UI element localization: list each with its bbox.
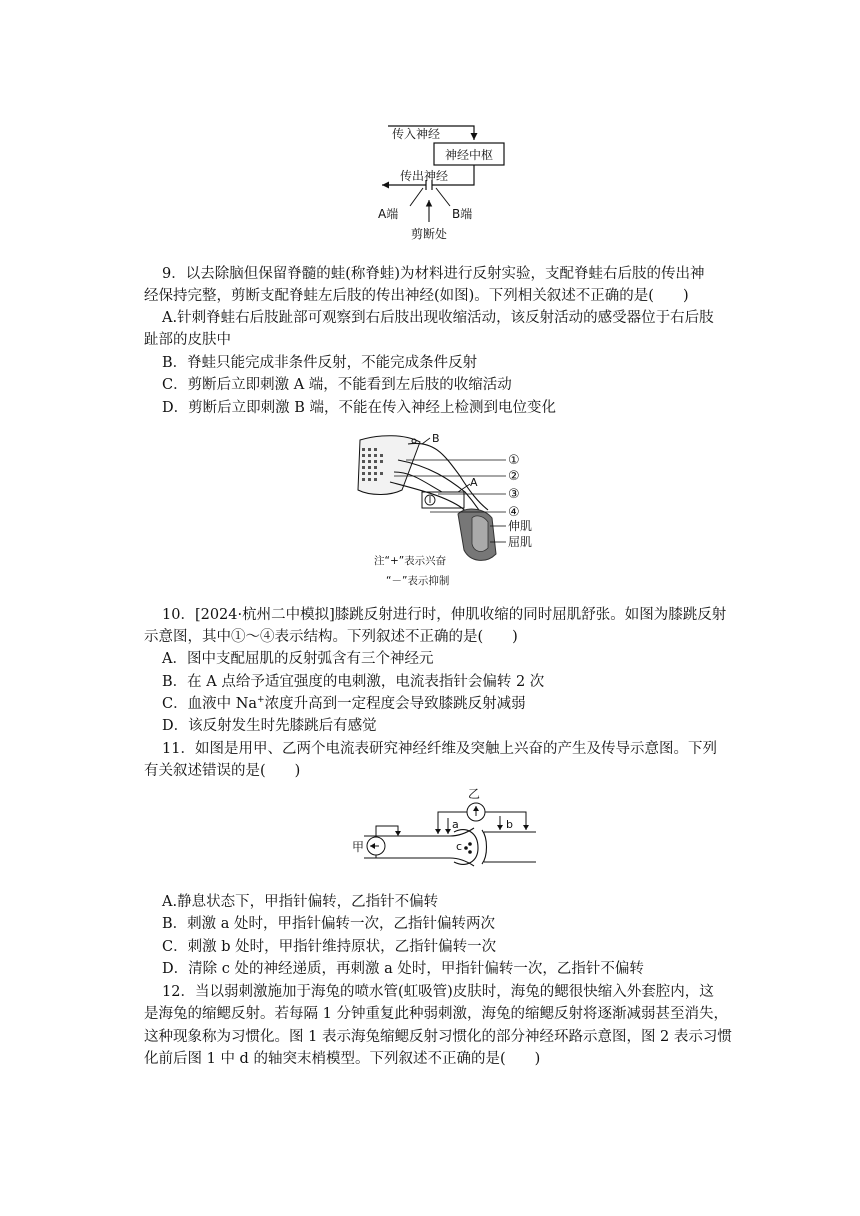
fig3-label-c: c bbox=[456, 840, 463, 853]
fig3-label-a: a bbox=[452, 818, 459, 831]
q10-option-b: B．在 A 点给予适宜强度的电刺激，电流表指针会偏转 2 次 bbox=[162, 674, 545, 690]
knee-jerk-note-figure bbox=[350, 572, 550, 588]
fig3-label-b: b bbox=[506, 818, 513, 831]
q11-option-a: A.静息状态下，甲指针偏转，乙指针不偏转 bbox=[162, 894, 439, 910]
fig2-extensor-label: 伸肌 bbox=[508, 519, 533, 533]
fig3-yi-label: 乙 bbox=[468, 787, 481, 801]
q11-stem-line1: 11．如图是用甲、乙两个电流表研究神经纤维及突触上兴奋的产生及传导示意图。下列 bbox=[162, 741, 717, 757]
cut-label: 剪断处 bbox=[411, 227, 448, 241]
synapse-meter-figure bbox=[350, 786, 540, 870]
q9-option-a-line1: A.针刺脊蛙右后肢趾部可观察到右后肢出现收缩活动，该反射活动的感受器位于右后肢 bbox=[162, 310, 714, 326]
q11-stem-line2: 有关叙述错误的是( ) bbox=[144, 763, 301, 779]
fig2-note-1: 注“+”表示兴奋 bbox=[374, 555, 447, 567]
fig3-jia-label: 甲 bbox=[352, 840, 365, 854]
q10-stem-line1: 10．[2024·杭州二中模拟]膝跳反射进行时，伸肌收缩的同时屈肌舒张。如图为膝跳反射 bbox=[162, 607, 727, 623]
q10-option-c-pre: C．血液中 Na bbox=[162, 696, 258, 712]
q10-stem-line2: 示意图，其中①～④表示结构。下列叙述不正确的是( ) bbox=[144, 629, 518, 645]
q10-option-c bbox=[0, 694, 860, 714]
q9-option-a-line2: 趾部的皮肤中 bbox=[144, 332, 231, 348]
end-a-label: A端 bbox=[378, 207, 399, 221]
fig2-num-1: ① bbox=[508, 453, 520, 468]
afferent-label: 传入神经 bbox=[392, 127, 441, 141]
q9-stem-line1: 9．以去除脑但保留脊髓的蛙(称脊蛙)为材料进行反射实验，支配脊蛙右后肢的传出神 bbox=[162, 266, 705, 282]
end-b-label: B端 bbox=[452, 207, 473, 221]
q9-option-b: B．脊蛙只能完成非条件反射，不能完成条件反射 bbox=[162, 355, 478, 371]
efferent-label: 传出神经 bbox=[400, 169, 449, 183]
q11-option-b: B．刺激 a 处时，甲指针偏转一次，乙指针偏转两次 bbox=[162, 916, 496, 932]
fig2-num-4: ④ bbox=[508, 505, 520, 520]
center-label: 神经中枢 bbox=[445, 148, 494, 162]
q12-stem-line4: 化前后图 1 中 d 的轴突末梢模型。下列叙述不正确的是( ) bbox=[144, 1051, 541, 1067]
q12-stem-line3: 这种现象称为习惯化。图 1 表示海兔缩鳃反射习惯化的部分神经环路示意图，图 2 表示习惯 bbox=[144, 1029, 732, 1045]
fig2-num-2: ② bbox=[508, 469, 520, 484]
fig2-note-2: “－”表示抑制 bbox=[386, 575, 450, 587]
q10-option-d: D．该反射发生时先膝跳后有感觉 bbox=[162, 718, 377, 734]
fig2-label-b: B bbox=[432, 432, 440, 445]
reflex-arc-figure bbox=[370, 118, 510, 244]
q10-option-a: A．图中支配屈肌的反射弧含有三个神经元 bbox=[162, 651, 434, 667]
q12-stem-line2: 是海兔的缩鳃反射。若每隔 1 分钟重复此种弱刺激，海兔的缩鳃反射将逐渐减弱甚至消失， bbox=[144, 1006, 728, 1022]
q11-option-c: C．刺激 b 处时，甲指针维持原状，乙指针偏转一次 bbox=[162, 939, 497, 955]
fig2-label-a: A bbox=[470, 476, 478, 489]
q10-option-c-sup: + bbox=[257, 695, 265, 705]
q10-option-c-post: 浓度升高到一定程度会导致膝跳反射减弱 bbox=[264, 696, 526, 712]
q12-stem-line1: 12．当以弱刺激施加于海兔的喷水管(虹吸管)皮肤时，海兔的鳃很快缩入外套腔内，这 bbox=[162, 984, 714, 1000]
q9-option-d: D．剪断后立即刺激 B 端，不能在传入神经上检测到电位变化 bbox=[162, 400, 556, 416]
q11-option-d: D．清除 c 处的神经递质，再刺激 a 处时，甲指针偏转一次，乙指针不偏转 bbox=[162, 961, 644, 977]
q9-stem-line2: 经保持完整，剪断支配脊蛙左后肢的传出神经(如图)。下列相关叙述不正确的是( ) bbox=[144, 288, 689, 304]
fig2-num-3: ③ bbox=[508, 487, 520, 502]
q9-option-c: C．剪断后立即刺激 A 端，不能看到左后肢的收缩活动 bbox=[162, 377, 512, 393]
fig2-flexor-label: 屈肌 bbox=[508, 535, 533, 549]
knee-jerk-figure bbox=[350, 430, 550, 572]
